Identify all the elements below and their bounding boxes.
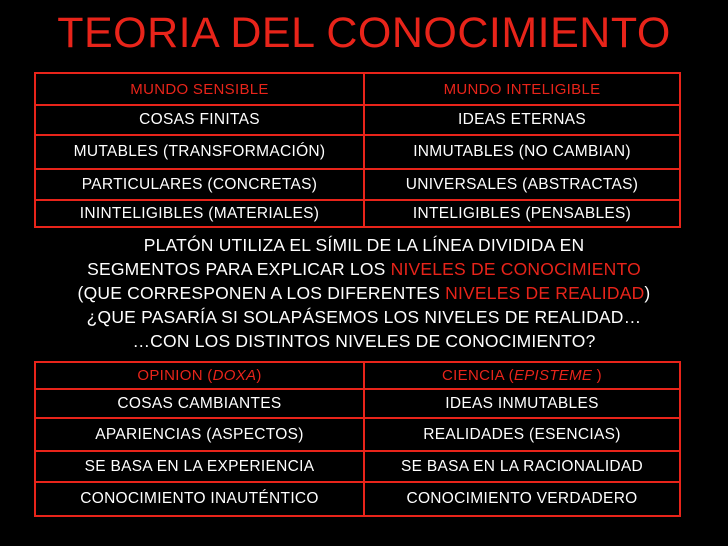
header-text: CIENCIA ( xyxy=(442,367,514,384)
table-cell: IDEAS INMUTABLES xyxy=(364,389,680,418)
paragraph-line-1: PLATÓN UTILIZA EL SÍMIL DE LA LÍNEA DIVIDIDA EN xyxy=(143,235,585,255)
doxa-episteme-table xyxy=(34,361,681,517)
explanation-paragraph xyxy=(30,233,698,353)
header-text: ) xyxy=(592,367,602,384)
table-row xyxy=(35,105,680,135)
table-row xyxy=(35,418,680,451)
table-cell: APARIENCIAS (ASPECTOS) xyxy=(35,418,364,451)
table-header-row xyxy=(35,362,680,389)
table-row xyxy=(35,389,680,418)
table-row xyxy=(35,482,680,516)
table-cell: COSAS CAMBIANTES xyxy=(35,389,364,418)
table-cell: CONOCIMIENTO VERDADERO xyxy=(364,482,680,516)
highlight-niveles-realidad: NIVELES DE REALIDAD xyxy=(445,283,645,303)
paragraph-text: SEGMENTOS PARA EXPLICAR LOS xyxy=(87,259,391,279)
table-header-row xyxy=(35,73,680,105)
header-mundo-inteligible: MUNDO INTELIGIBLE xyxy=(364,73,680,105)
table-cell: CONOCIMIENTO INAUTÉNTICO xyxy=(35,482,364,516)
table-cell: SE BASA EN LA EXPERIENCIA xyxy=(35,451,364,482)
table-cell: UNIVERSALES (ABSTRACTAS) xyxy=(364,169,680,200)
sensible-inteligible-table xyxy=(34,72,681,228)
slide-title: TEORIA DEL CONOCIMIENTO xyxy=(57,9,671,57)
header-mundo-sensible: MUNDO SENSIBLE xyxy=(35,73,364,105)
table-cell: COSAS FINITAS xyxy=(35,105,364,135)
table-cell: PARTICULARES (CONCRETAS) xyxy=(35,169,364,200)
table-cell: REALIDADES (ESENCIAS) xyxy=(364,418,680,451)
highlight-niveles-conocimiento: NIVELES DE CONOCIMIENTO xyxy=(390,259,641,279)
table-cell: INTELIGIBLES (PENSABLES) xyxy=(364,200,680,227)
header-opinion-doxa xyxy=(35,362,364,389)
table-row xyxy=(35,169,680,200)
table-row xyxy=(35,451,680,482)
paragraph-line-5: …CON LOS DISTINTOS NIVELES DE CONOCIMIENTO? xyxy=(132,331,596,351)
header-text-italic: DOXA xyxy=(212,367,257,384)
table-cell: IDEAS ETERNAS xyxy=(364,105,680,135)
paragraph-line-2 xyxy=(30,257,698,281)
header-text: OPINION ( xyxy=(137,367,213,384)
table-row xyxy=(35,135,680,169)
table-cell: SE BASA EN LA RACIONALIDAD xyxy=(364,451,680,482)
table-cell: MUTABLES (TRANSFORMACIÓN) xyxy=(35,135,364,169)
paragraph-text: ) xyxy=(644,283,651,303)
paragraph-text: (QUE CORRESPONEN A LOS DIFERENTES xyxy=(77,283,446,303)
paragraph-line-4: ¿QUE PASARÍA SI SOLAPÁSEMOS LOS NIVELES DE REALIDAD… xyxy=(86,307,642,327)
paragraph-line-3 xyxy=(30,281,698,305)
table-cell: INMUTABLES (NO CAMBIAN) xyxy=(364,135,680,169)
header-ciencia-episteme xyxy=(364,362,680,389)
header-text-italic: EPISTEME xyxy=(513,367,593,384)
table-cell: ININTELIGIBLES (MATERIALES) xyxy=(35,200,364,227)
table-row xyxy=(35,200,680,227)
header-text: ) xyxy=(256,367,262,384)
